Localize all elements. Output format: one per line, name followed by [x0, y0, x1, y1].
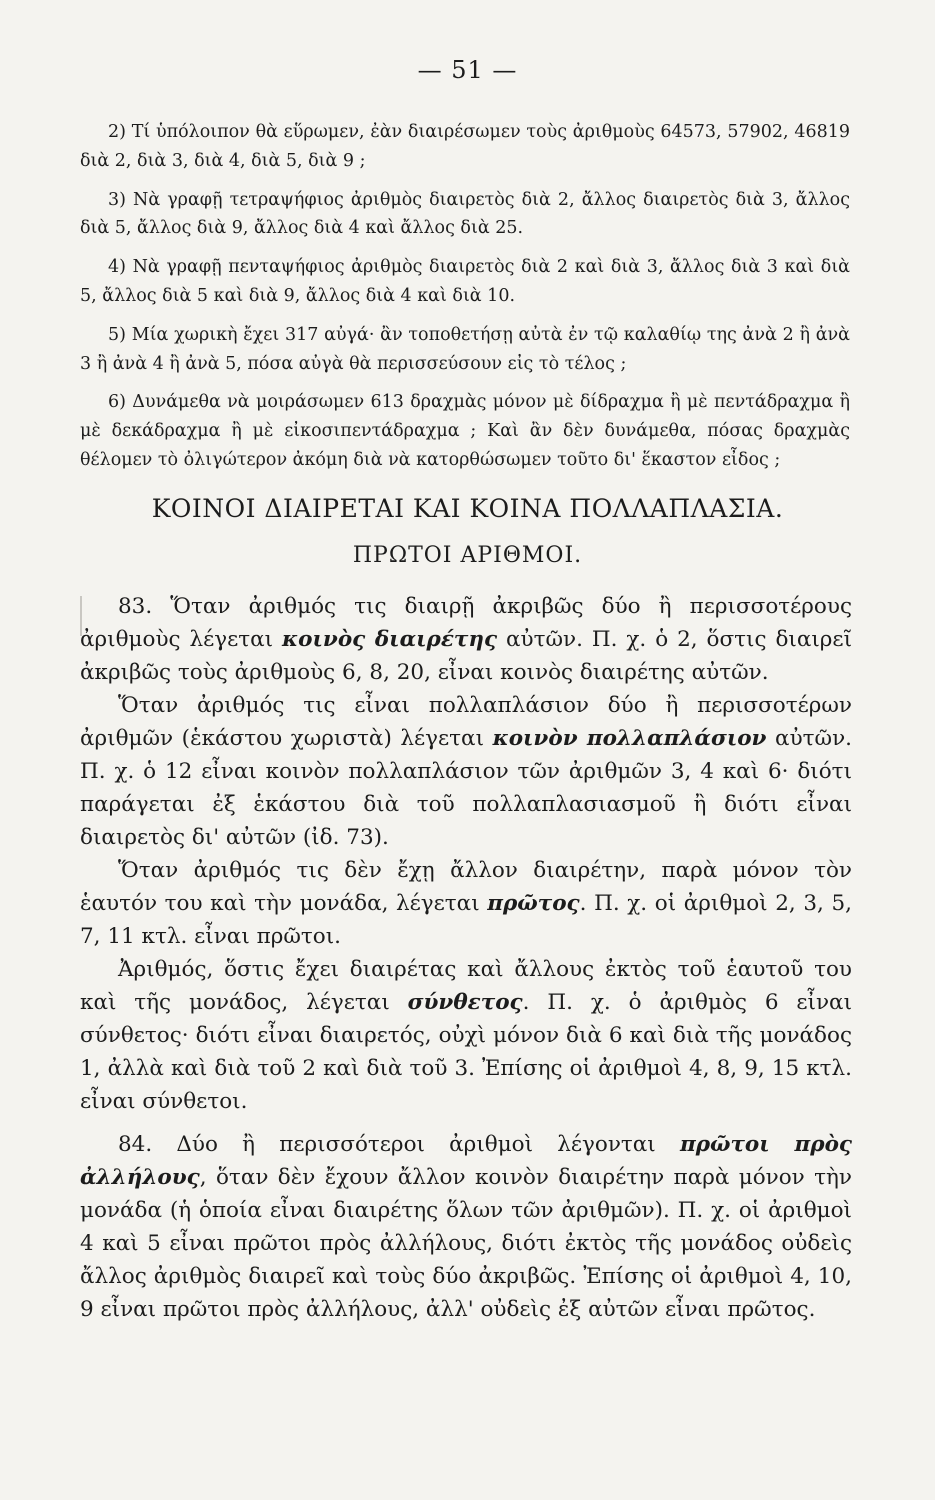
term-common-divisor: κοινὸς διαιρέτης — [282, 627, 498, 652]
exercise-5: 5) Μία χωρικὴ ἔχει 317 αὐγά· ἂν τοποθετήσῃ αὐτὰ ἐν τῷ καλαθίῳ της ἀνὰ 2 ἢ ἀνὰ 3 ἢ ἀνὰ 4 ἢ ἀνὰ 5, πόσα αὐγὰ θὰ περισσεύσουν εἰς τὸ τέλος ; — [80, 324, 850, 374]
exercise-3: 3) Νὰ γραφῇ τετραψήφιος ἀριθμὸς διαιρετὸς διὰ 2, ἄλλος διαιρετὸς διὰ 3, ἄλλος διὰ 5, ἄλλος διὰ 9, ἄλλος διὰ 4 καὶ ἄλλος διὰ 25. — [80, 189, 850, 239]
section-heading: ΚΟΙΝΟΙ ΔΙΑΙΡΕΤΑΙ ΚΑΙ ΚΟΙΝΑ ΠΟΛΛΑΠΛΑΣΙΑ. — [151, 494, 784, 523]
exercise-6: 6) Δυνάμεθα νὰ μοιράσωμεν 613 δραχμὰς μόνον μὲ δίδραχμα ἢ μὲ πεντάδραχμα ἢ μὲ δεκάδραχμα ἢ μὲ εἰκοσιπεντάδραχμα ; Καὶ ἂν δὲν δυνάμεθα, πόσας δραχμὰς θέλομεν τὸ ὀλιγώτερον ἀκόμη διὰ νὰ κατορθώσωμεν τοῦτο δι' ἕκαστον εἶδος ; — [80, 392, 850, 470]
page-number: — 51 — — [417, 56, 518, 84]
exercise-4: 4) Νὰ γραφῇ πενταψήφιος ἀριθμὸς διαιρετὸς διὰ 2 καὶ διὰ 3, ἄλλος διὰ 3 καὶ διὰ 5, ἄλλος διὰ 5 καὶ διὰ 9, ἄλλος διὰ 4 καὶ διὰ 10. — [80, 257, 850, 306]
exercise-list — [80, 118, 850, 475]
term-composite: σύνθετος — [407, 990, 523, 1015]
text: Ὅταν ἀριθμός τις δὲν ἔχῃ ἄλλον διαιρέτην, παρὰ μόνον τὸν ἑαυτόν του καὶ τὴν μονάδα, λέγεται — [80, 858, 852, 916]
text: 83. Ὅταν ἀριθμός τις διαιρῇ ἀκριβῶς δύο ἢ περισσοτέρους ἀριθμοὺς λέγεται — [80, 594, 852, 652]
term-common-multiple: κοινὸν πολλαπλάσιον — [492, 726, 767, 751]
text: Ἀριθμός, ὅστις ἔχει διαιρέτας καὶ ἄλλους ἐκτὸς τοῦ ἑαυτοῦ του καὶ τῆς μονάδος, λέγεται — [80, 957, 852, 1015]
text: 84. Δύο ἢ περισσότεροι ἀριθμοὶ λέγονται — [118, 1132, 680, 1157]
text: , ὅταν δὲν ἔχουν ἄλλον κοινὸν διαιρέτην παρὰ μόνον τὴν μονάδα (ἡ ὁποία εἶναι διαιρέτης ὅλων τῶν ἀριθμῶν). Π. χ. οἱ ἀριθμοὶ 4 καὶ 5 εἶναι πρῶτοι πρὸς ἀλλήλους, διότι ἐκτὸς τῆς μονάδος οὐδεὶς ἄλλος ἀριθμὸς διαιρεῖ καὶ τοὺς δύο ἀκριβῶς. Ἐπίσης οἱ ἀριθμοὶ 4, 10, 9 εἶναι πρῶτοι πρὸς ἀλλήλους, ἀλλ' οὐδεὶς ἐξ αὐτῶν εἶναι πρῶτος. — [80, 1165, 852, 1322]
paragraph-prime — [80, 854, 852, 953]
term-coprime: πρῶτοι πρὸς ἀλλήλους — [80, 1132, 853, 1190]
exercise-2: 2) Τί ὑπόλοιπον θὰ εὕρωμεν, ἐὰν διαιρέσωμεν τοὺς ἀριθμοὺς 64573, 57902, 46819 διὰ 2, διὰ 3, διὰ 4, διὰ 5, διὰ 9 ; — [80, 122, 850, 171]
paragraph-composite — [80, 953, 852, 1118]
term-prime: πρῶτος — [487, 891, 580, 916]
text: Ὅταν ἀριθμός τις εἶναι πολλαπλάσιον δύο ἢ περισσοτέρων ἀριθμῶν (ἑκάστου χωριστὰ) λέγεται — [80, 693, 852, 751]
paragraph-coprime — [80, 1128, 852, 1326]
text: . Π. χ. ὁ ἀριθμὸς 6 εἶναι σύνθετος· διότι εἶναι διαιρετός, οὐχὶ μόνον διὰ 6 καὶ διὰ τῆς μονάδος 1, ἀλλὰ καὶ διὰ τοῦ 2 καὶ διὰ τοῦ 3. Ἐπίσης οἱ ἀριθμοὶ 4, 8, 9, 15 κτλ. εἶναι σύνθετοι. — [80, 990, 852, 1114]
text: . Π. χ. οἱ ἀριθμοὶ 2, 3, 5, 7, 11 κτλ. εἶναι πρῶτοι. — [80, 891, 852, 949]
text: αὐτῶν. Π. χ. ὁ 2, ὅστις διαιρεῖ ἀκριβῶς τοὺς ἀριθμοὺς 6, 8, 20, εἶναι κοινὸς διαιρέτης αὐτῶν. — [80, 627, 852, 685]
section-body — [80, 590, 852, 1326]
paragraph-common-divisor — [80, 590, 852, 689]
section-subheading: ΠΡΩΤΟΙ ΑΡΙΘΜΟΙ. — [352, 543, 583, 568]
paragraph-common-multiple — [80, 689, 852, 854]
text: αὐτῶν. Π. χ. ὁ 12 εἶναι κοινὸν πολλαπλάσιον τῶν ἀριθμῶν 3, 4 καὶ 6· διότι παράγεται ἐξ ἑκάστου διὰ τοῦ πολλαπλασιασμοῦ ἢ διότι εἶναι διαιρετὸς δι' αὐτῶν (ἰδ. 73). — [80, 726, 852, 850]
